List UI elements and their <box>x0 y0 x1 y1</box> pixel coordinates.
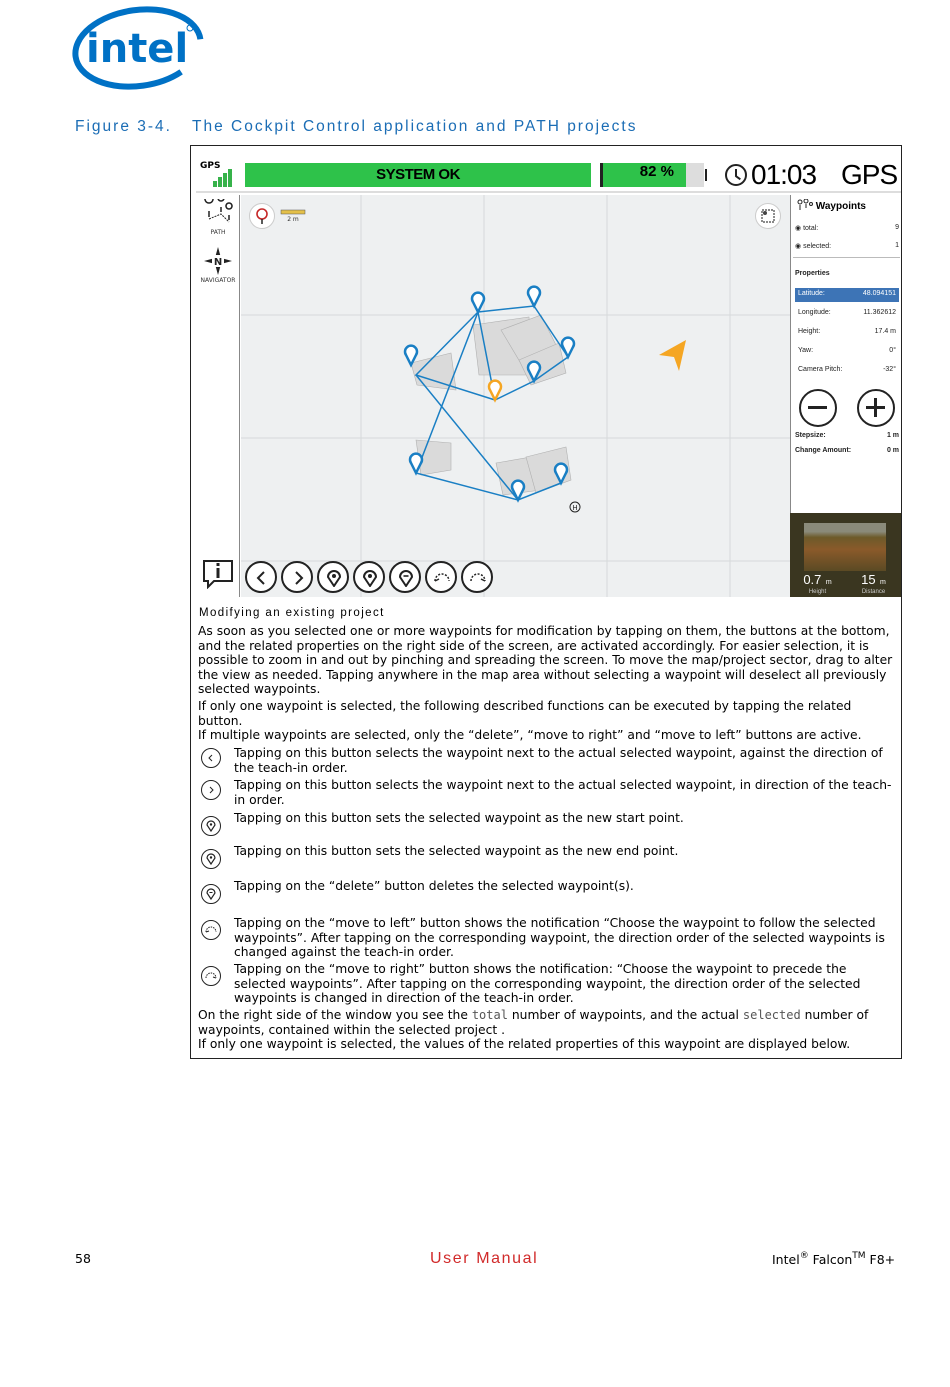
navigator-tool-label: NAVIGATOR <box>200 277 236 284</box>
stepsize-row <box>795 432 899 439</box>
property-label: Latitude: <box>798 290 825 297</box>
item-move-left-text: Tapping on the “move to left” button shows the notification “Choose the waypoint to follow the selected waypoints”. After tapping on the corresponding waypoint, the direction order of the selected waypoints is changed against the teach-in order. <box>234 916 885 959</box>
properties-label: Properties <box>795 270 830 277</box>
map-center-button[interactable] <box>249 203 275 229</box>
change-amount-row <box>795 447 899 454</box>
paragraph-1: As soon as you selected one or more waypoints for modification by tapping on them, the buttons at the bottom, and the related properties on the right side of the screen, are activated accordingly. For easier selection, it is possible to zoom in and out by pinching and spreading the screen. To move the map/project sector, drag to alter the view as needed. Tapping anywhere in the map area without selecting a waypoint will deselect all previously selected waypoints. <box>198 624 893 696</box>
figure-number: Figure 3-4. <box>75 118 172 135</box>
property-label: Camera Pitch: <box>798 366 843 373</box>
cockpit-app-screenshot <box>196 157 901 597</box>
total-row: ◉ total: 9 <box>795 224 899 232</box>
waypoints-icon <box>797 199 813 211</box>
figure-frame <box>190 145 902 1059</box>
move-left-icon <box>433 569 451 587</box>
figure-title: The Cockpit Control application and PATH projects <box>191 118 638 135</box>
status-bar <box>196 157 901 193</box>
total-value: 9 <box>895 224 899 231</box>
distance-value: 15 <box>861 572 876 587</box>
move-right-icon <box>201 966 221 986</box>
waypoint-pin[interactable] <box>472 293 484 312</box>
selected-value: 1 <box>895 242 899 249</box>
height-value: 0.7 <box>803 572 822 587</box>
map-layer-button[interactable] <box>755 203 781 229</box>
distance-unit: m <box>880 579 886 586</box>
move-right-button[interactable] <box>461 561 493 593</box>
item-move-right-text: Tapping on the “move to right” button shows the notification: “Choose the waypoint to precede the selected waypoints”. After tapping on the corresponding waypoint, the direction order of the selected waypoints is changed in direction of the teach-in order. <box>234 962 861 1005</box>
bottom-toolbar <box>241 557 541 597</box>
change-amount-label: Change Amount: <box>795 447 852 454</box>
selected-label: selected: <box>803 243 832 250</box>
waypoint-pin[interactable] <box>489 381 501 400</box>
footer-title: User Manual <box>430 1250 539 1267</box>
clock-icon <box>725 164 747 186</box>
paragraph-3: If multiple waypoints are selected, only the “delete”, “move to right” and “move to left” buttons are active. <box>198 728 862 742</box>
move-left-icon <box>201 920 221 940</box>
p4-part-b: number of waypoints, and the actual <box>507 1008 743 1022</box>
waypoints-panel <box>790 195 901 513</box>
property-value: 11.362612 <box>863 309 896 316</box>
footer-model: F8+ <box>865 1252 896 1267</box>
item-set-start-text: Tapping on this button sets the selected waypoint as the new start point. <box>234 811 684 825</box>
property-row[interactable] <box>795 288 899 302</box>
footer-reg: ® <box>799 1251 809 1261</box>
path-icon <box>201 199 235 227</box>
path-tool[interactable] <box>198 199 238 236</box>
height-unit: m <box>825 579 832 586</box>
property-value: -32° <box>883 366 896 373</box>
waypoint-pin[interactable] <box>512 481 524 500</box>
gps-signal-icon <box>199 161 237 189</box>
p4-selected: selected <box>742 1008 801 1022</box>
set-end-button[interactable] <box>353 561 385 593</box>
compass-icon <box>203 247 233 275</box>
battery-percent: 82 % <box>639 163 674 180</box>
next-waypoint-button[interactable] <box>281 561 313 593</box>
increase-button[interactable] <box>857 389 895 427</box>
p4-part-c: number of waypoints, contained within the selected project . <box>198 1008 869 1037</box>
height-label: Height <box>808 589 827 595</box>
start-pin-icon <box>201 816 221 836</box>
change-amount-value: 0 m <box>886 447 899 454</box>
stepsize-value: 1 m <box>886 432 899 439</box>
footer-tm: TM <box>852 1251 866 1261</box>
property-row[interactable] <box>795 345 899 359</box>
location-icon <box>250 204 274 228</box>
gps-label: GPS <box>200 161 221 171</box>
path-tool-label: PATH <box>210 229 226 236</box>
end-pin-icon <box>361 569 379 587</box>
map-area[interactable] <box>241 195 790 597</box>
decrease-button[interactable] <box>799 389 837 427</box>
property-row[interactable] <box>795 307 899 321</box>
distance-readout <box>846 571 901 595</box>
layers-icon <box>756 204 780 228</box>
distance-label: Distance <box>861 589 886 595</box>
item-previous-text: Tapping on this button selects the waypoint next to the actual selected waypoint, against the direction of the teach-in order. <box>234 746 883 775</box>
footer-product-name: Falcon <box>808 1252 853 1267</box>
figure-caption <box>75 118 637 136</box>
paragraph-4 <box>198 1008 898 1037</box>
property-value: 48.094151 <box>862 290 896 297</box>
footer-product <box>772 1251 895 1267</box>
gps-mode: GPS <box>841 159 898 190</box>
waypoint-pin[interactable] <box>562 338 574 357</box>
chevron-left-icon <box>201 748 221 768</box>
move-left-button[interactable] <box>425 561 457 593</box>
property-label: Height: <box>798 328 821 335</box>
item-set-end-text: Tapping on this button sets the selected waypoint as the new end point. <box>234 844 679 858</box>
intel-logo <box>72 4 208 90</box>
navigator-tool[interactable] <box>198 247 238 284</box>
waypoint-pin[interactable] <box>528 287 540 306</box>
set-start-button[interactable] <box>317 561 349 593</box>
end-pin-icon <box>201 849 221 869</box>
delete-pin-icon <box>201 884 221 904</box>
chevron-right-icon <box>289 569 307 587</box>
property-row[interactable] <box>795 326 899 340</box>
property-label: Longitude: <box>798 309 831 316</box>
svg-text:N: N <box>213 257 223 268</box>
start-pin-icon <box>325 569 343 587</box>
chevron-right-icon <box>201 780 221 800</box>
system-status: SYSTEM OK <box>245 163 591 187</box>
chevron-left-icon <box>253 569 271 587</box>
scale-label: 2 m <box>287 216 299 223</box>
page-number: 58 <box>75 1251 91 1266</box>
info-button[interactable] <box>202 559 234 589</box>
battery-tip <box>705 169 711 181</box>
flight-time: 01:03 <box>751 159 817 190</box>
property-label: Yaw: <box>798 347 814 354</box>
section-title: Modifying an existing project <box>199 607 385 619</box>
paragraph-5: If only one waypoint is selected, the values of the related properties of this waypoint are displayed below. <box>198 1037 851 1051</box>
drone-position-arrow <box>659 340 686 371</box>
delete-pin-icon <box>397 569 415 587</box>
property-value: 0° <box>889 347 896 354</box>
previous-waypoint-button[interactable] <box>245 561 277 593</box>
height-readout <box>790 571 845 595</box>
p4-part-a: On the right side of the window you see the <box>198 1008 472 1022</box>
info-icon <box>202 559 234 589</box>
stepsize-label: Stepsize: <box>795 432 826 439</box>
paragraph-2: If only one waypoint is selected, the following described functions can be executed by tapping the related button. <box>198 699 852 728</box>
camera-image <box>804 523 886 571</box>
item-delete-text: Tapping on the “delete” button deletes the selected waypoint(s). <box>234 879 634 893</box>
waypoints-title <box>797 199 866 212</box>
delete-waypoint-button[interactable] <box>389 561 421 593</box>
selected-row: ◉ selected: 1 <box>795 242 899 250</box>
map-canvas <box>241 195 790 597</box>
property-value: 17.4 m <box>874 328 896 335</box>
move-right-icon <box>469 569 487 587</box>
p4-total: total <box>471 1008 508 1022</box>
camera-preview[interactable] <box>790 513 901 597</box>
battery-indicator <box>600 163 704 187</box>
left-toolbar <box>196 195 240 597</box>
svg-text:intel: intel <box>86 26 189 72</box>
waypoints-title-text: Waypoints <box>815 201 866 212</box>
total-label: total: <box>803 225 819 232</box>
property-row[interactable] <box>795 364 899 378</box>
item-next-text: Tapping on this button selects the waypoint next to the actual selected waypoint, in direction of the teach-in order. <box>234 778 892 807</box>
home-marker: H <box>572 504 578 512</box>
footer-brand: Intel <box>772 1252 800 1267</box>
